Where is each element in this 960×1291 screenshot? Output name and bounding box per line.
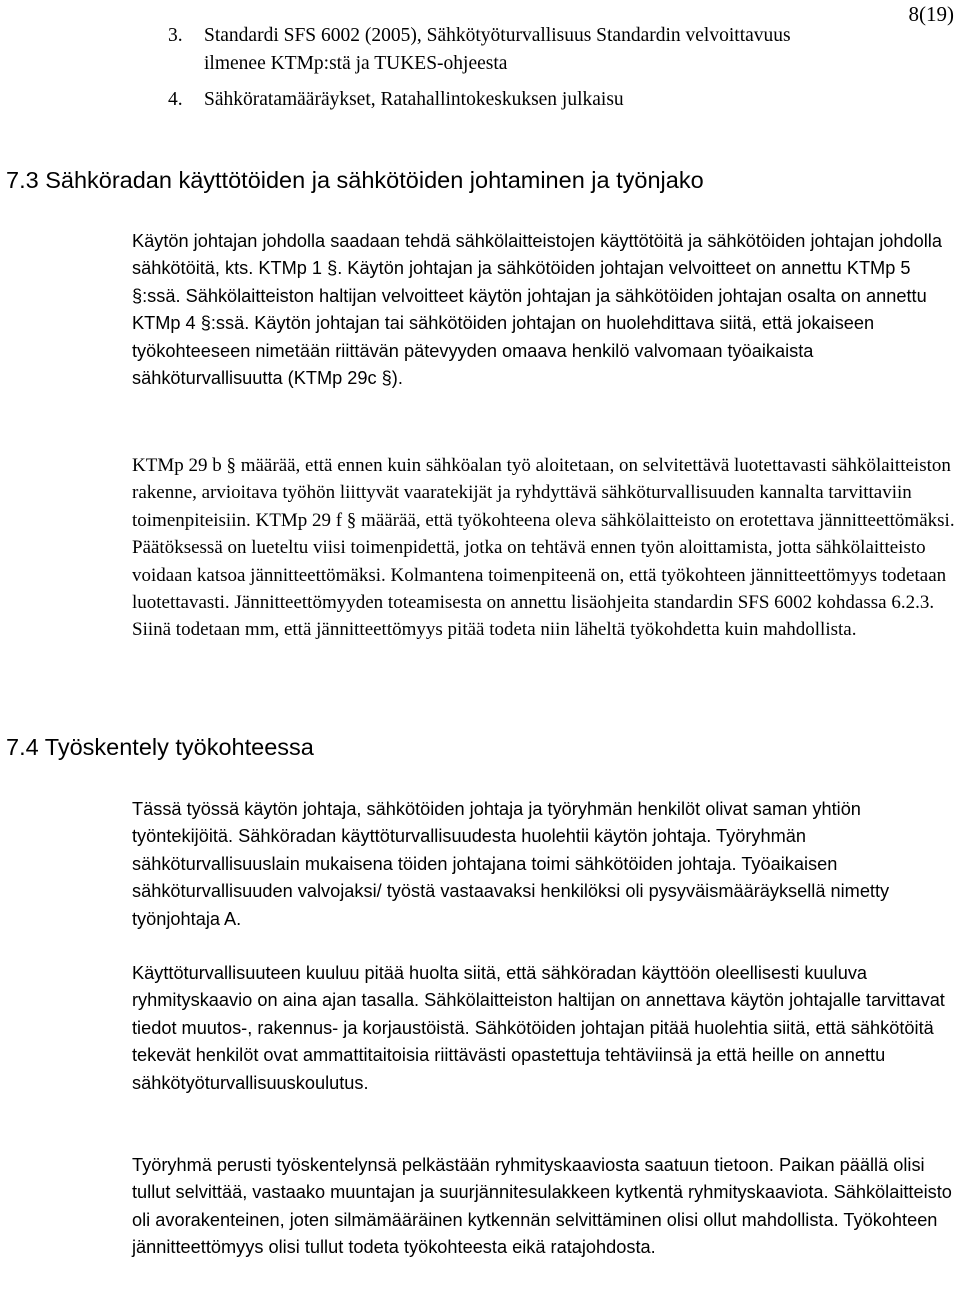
paragraph-7-4-1: Tässä työssä käytön johtaja, sähkötöiden johtaja ja työryhmän henkilöt olivat saman yhtiön työntekijöitä. Sähköradan käyttöturvallisuudesta huolehtii käytön johtaja. Työryhmän sähköturvallisuuslain mukaisena töiden johtajana toimi sähkötöiden johtaja. Työaikaisen sähköturvallisuuden valvojaksi/ työstä vastaavaksi henkilöksi oli pysyväismääräyksellä nimetty työnjohtaja A. <box>132 799 890 929</box>
paragraph-7-4-3: Työryhmä perusti työskentelynsä pelkästään ryhmityskaaviosta saatuun tietoon. Paikan päällä olisi tullut selvittää, vastaako muuntajan ja suurjännitesulakkeen kytkentä ryhmityskaaviota. Sähkölaitteisto oli avorakenteinen, joten silmämääräinen kytkennän selvittäminen olisi ollut mahdollista. Työkohteen jännitteettömyys olisi tullut todeta työkohteesta eikä ratajohdosta. <box>132 1155 952 1258</box>
list-item-text: Standardi SFS 6002 (2005), Sähkötyöturvallisuus Standardin velvoittavuus ilmenee KTMp:stä ja TUKES-ohjeesta <box>204 25 791 74</box>
section-heading-7-3: 7.3 Sähköradan käyttötöiden ja sähkötöiden johtaminen ja työnjako <box>6 167 704 193</box>
list-item <box>168 86 808 114</box>
page-number: 8(19) <box>908 2 954 26</box>
paragraph-7-4-2: Käyttöturvallisuuteen kuuluu pitää huolta siitä, että sähköradan käyttöön oleellisesti kuuluva ryhmityskaavio on aina ajan tasalla. Sähkölaitteiston haltijan on annettava käytön johtajalle tarvittavat tiedot muutos-, rakennus- ja korjaustöistä. Sähkötöiden johtajan pitää huolehtia siitä, että sähkötöitä tekevät henkilöt ovat ammattitaitoisia riittävästi opastettuja tehtäviinsä ja että heille on annettu sähkötyöturvallisuuskoulutus. <box>132 963 945 1093</box>
section-heading-7-4: 7.4 Työskentely työkohteessa <box>6 734 314 760</box>
paragraph-7-3-2: KTMp 29 b § määrää, että ennen kuin sähköalan työ aloitetaan, on selvitettävä luotettavasti sähkölaitteiston rakenne, arvioitava työhön liittyvät vaaratekijät ja ryhdyttävä sähköturvallisuuden kannalta tarvittaviin toimenpiteisiin. KTMp 29 f § määrää, että työkohteena oleva sähkölaitteisto on erotettava jännitteettömäksi. Päätöksessä on lueteltu viisi toimenpidettä, jotka on tehtävä ennen työn aloittamista, jotta sähkölaitteisto voidaan katsoa jännitteettömäksi. Kolmantena toimenpiteenä on, että työkohteen jännitteettömyys todetaan luotettavasti. Jännitteettömyyden toteamisesta on annettu lisäohjeita standardin SFS 6002 kohdassa 6.2.3. Siinä todetaan mm, että jännitteettömyys pitää todeta niin läheltä työkohdetta kuin mahdollista. <box>132 455 955 641</box>
list-item-number: 3. <box>168 25 183 46</box>
list-item-number: 4. <box>168 89 183 110</box>
paragraph-7-3-1: Käytön johtajan johdolla saadaan tehdä sähkölaitteistojen käyttötöitä ja sähkötöiden johtajan johdolla sähkötöitä, kts. KTMp 1 §. Käytön johtajan ja sähkötöiden johtajan velvoitteet on annettu KTMp 5 §:ssä. Sähkölaitteiston haltijan velvoitteet käytön johtajan ja sähkötöiden johtajan osalta on annettu KTMp 4 §:ssä. Käytön johtajan tai sähkötöiden johtajan on huolehdittava siitä, että jokaiseen työkohteeseen nimetään riittävän pätevyyden omaava henkilö valvomaan työaikaista sähköturvallisuutta (KTMp 29c §). <box>132 231 942 389</box>
list-item <box>168 22 808 77</box>
reference-list <box>168 22 808 123</box>
list-item-text: Sähköratamääräykset, Ratahallintokeskuksen julkaisu <box>204 89 624 110</box>
